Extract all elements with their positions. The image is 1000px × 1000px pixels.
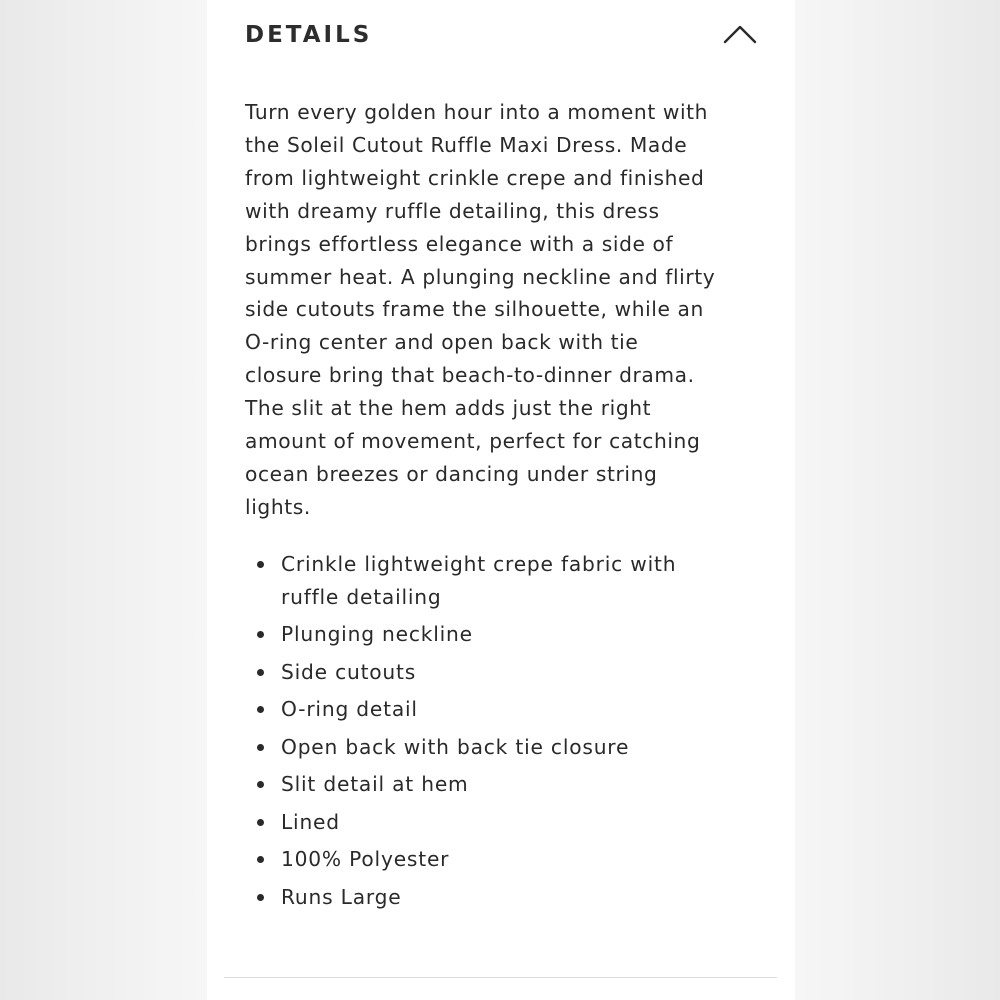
bullet-icon: [257, 894, 264, 901]
feature-item: [245, 843, 765, 876]
feature-item: [245, 806, 765, 839]
bullet-icon: [257, 781, 264, 788]
feature-item: [245, 768, 765, 801]
feature-text: Slit detail at hem: [281, 772, 469, 796]
feature-item: [245, 693, 765, 726]
feature-item: [245, 618, 765, 651]
product-description: Turn every golden hour into a moment with the Soleil Cutout Ruffle Maxi Dress. Made from lightweight crinkle crepe and finished with dreamy ruffle detailing, this dress brings effortless elegance with a side of summer heat. A plunging neckline and flirty side cutouts frame the silhouette, while an O-ring center and open back with tie closure bring that beach-to-dinner drama. The slit at the hem adds just the right amount of movement, perfect for catching ocean breezes or dancing under string lights.: [245, 100, 716, 519]
bullet-icon: [257, 561, 264, 568]
feature-text: Open back with back tie closure: [281, 734, 630, 759]
details-section-title: DETAILS: [245, 22, 373, 48]
feature-text: Side cutouts: [281, 659, 417, 684]
feature-text: O-ring detail: [281, 697, 418, 721]
product-details-panel: [207, 0, 795, 1000]
feature-item: [245, 731, 765, 764]
bullet-icon: [257, 856, 264, 863]
feature-text: Plunging neckline: [281, 622, 473, 646]
feature-text: Crinkle lightweight crepe fabric with ruffle detailing: [281, 552, 677, 609]
bullet-icon: [257, 819, 264, 826]
bullet-icon: [257, 631, 264, 638]
chevron-up-icon[interactable]: [723, 23, 757, 45]
feature-item: [245, 548, 765, 613]
bullet-icon: [257, 706, 264, 713]
feature-text: Runs Large: [281, 884, 402, 909]
feature-list: [245, 548, 765, 918]
feature-text: Lined: [281, 809, 340, 834]
feature-item: [245, 656, 765, 689]
details-accordion-header[interactable]: [245, 0, 757, 72]
feature-text: 100% Polyester: [281, 847, 450, 871]
feature-item: [245, 881, 765, 914]
bullet-icon: [257, 669, 264, 676]
bullet-icon: [257, 744, 264, 751]
section-divider: [224, 977, 777, 978]
